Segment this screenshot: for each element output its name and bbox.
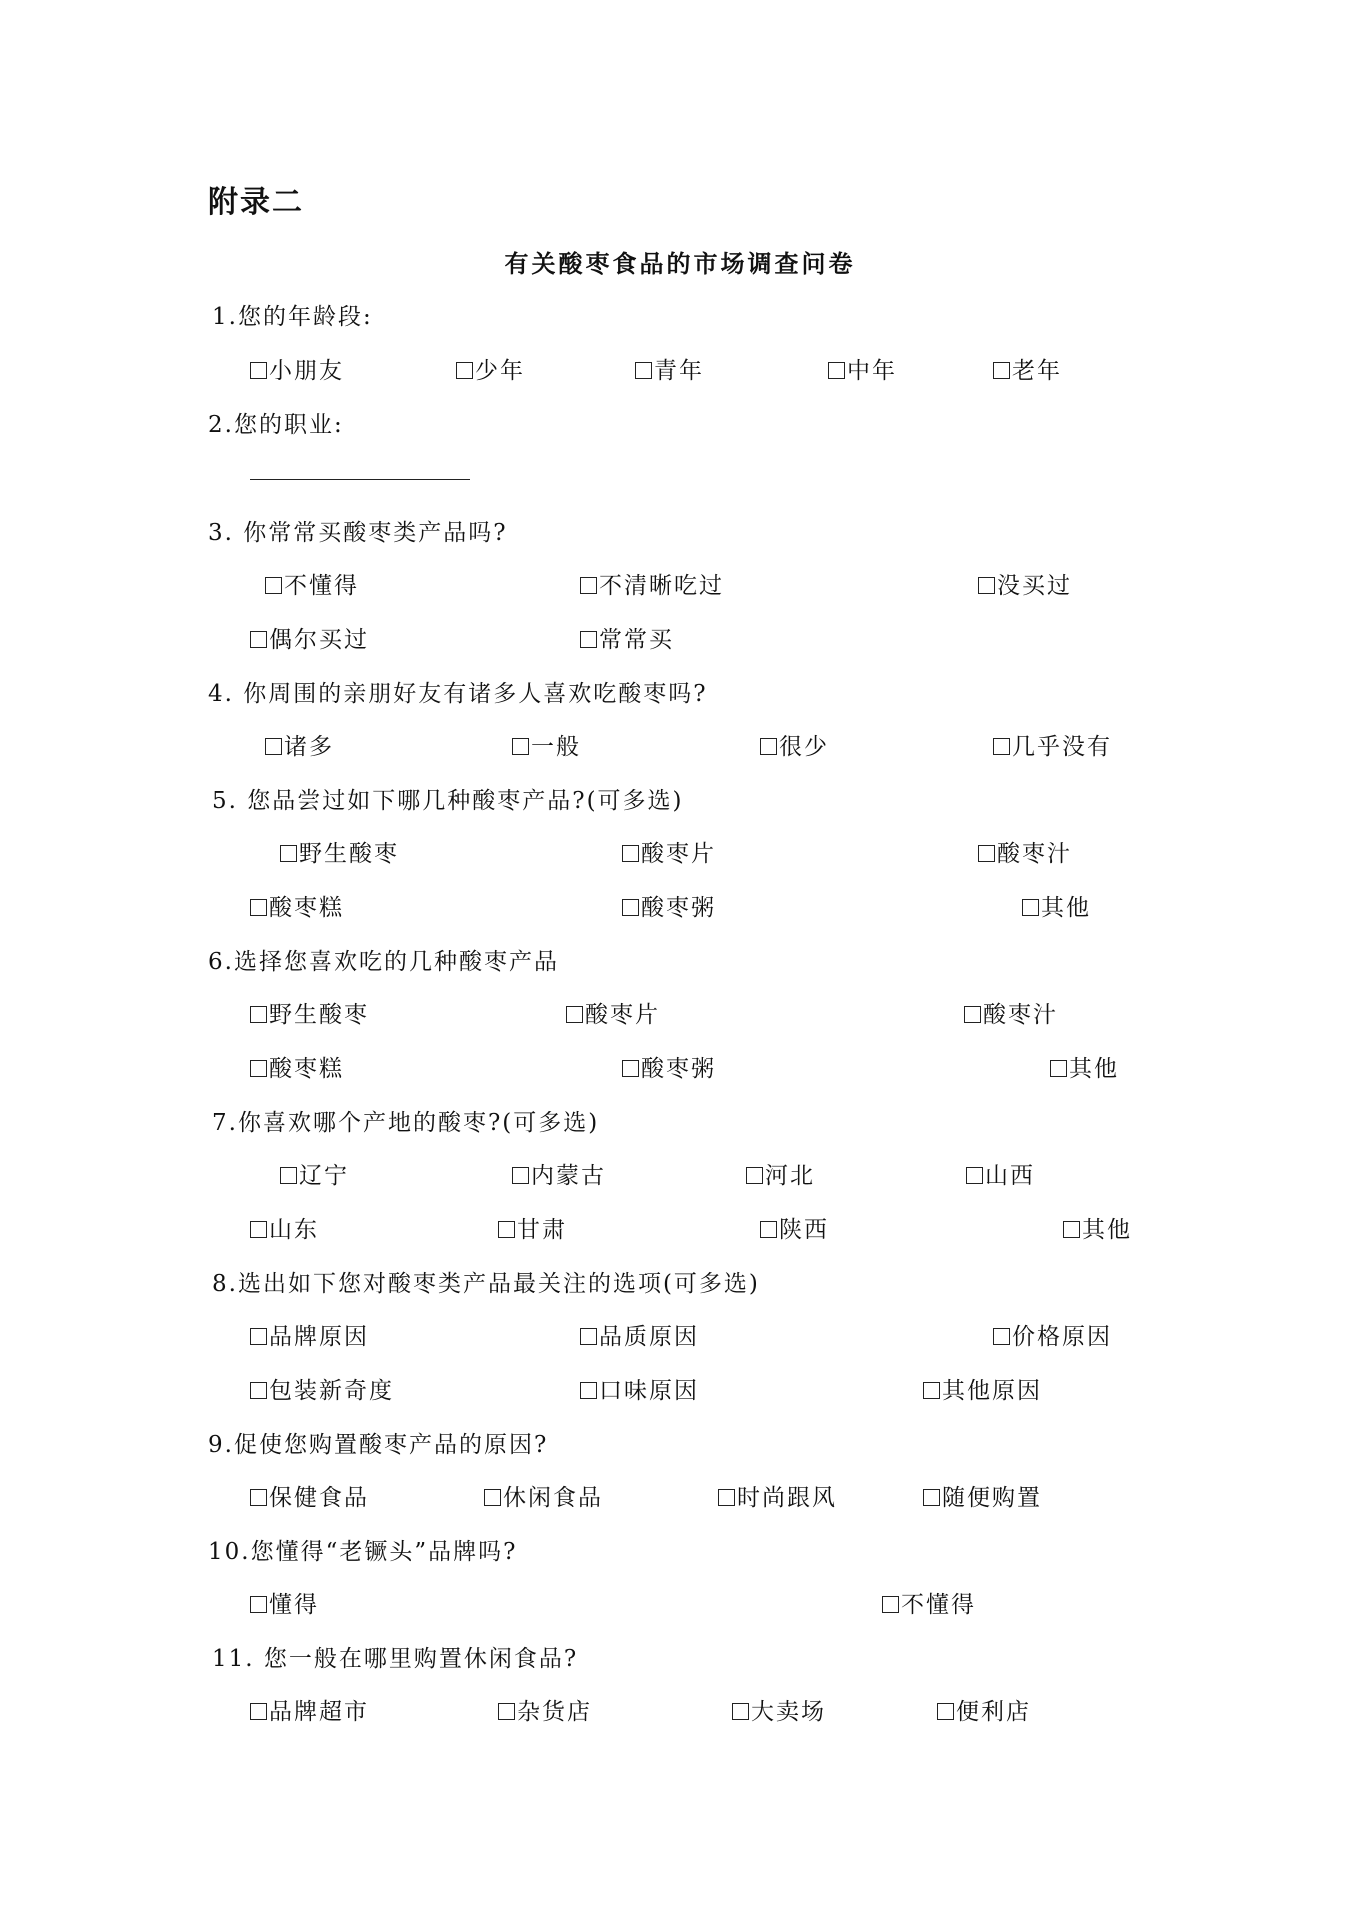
checkbox[interactable] [484,1489,501,1506]
checkbox[interactable] [250,1703,267,1720]
option-q7-2[interactable]: 内蒙古 [512,1165,606,1188]
question-10: 10.您懂得“老镢头”品牌吗? [208,1539,518,1565]
checkbox[interactable] [250,1382,267,1399]
checkbox[interactable] [265,577,282,594]
checkbox[interactable] [250,362,267,379]
option-q5-1[interactable]: 野生酸枣 [280,843,399,866]
checkbox[interactable] [265,738,282,755]
checkbox[interactable] [923,1382,940,1399]
checkbox[interactable] [964,1006,981,1023]
checkbox[interactable] [580,577,597,594]
question-11: 11. 您一般在哪里购置休闲食品? [212,1646,579,1672]
option-q5-4[interactable]: 酸枣糕 [250,897,344,920]
option-q5-5[interactable]: 酸枣粥 [622,897,716,920]
checkbox[interactable] [250,1489,267,1506]
checkbox[interactable] [512,1167,529,1184]
checkbox[interactable] [456,362,473,379]
option-q8-1[interactable]: 品牌原因 [250,1326,369,1349]
option-age-youth[interactable]: 青年 [635,360,704,383]
option-q4-2[interactable]: 一般 [512,736,581,759]
question-3: 3. 你常常买酸枣类产品吗? [208,520,508,546]
question-1: 1.您的年龄段: [212,304,373,330]
option-q3-1[interactable]: 不懂得 [265,575,359,598]
option-age-child[interactable]: 小朋友 [250,360,344,383]
checkbox[interactable] [1022,899,1039,916]
checkbox[interactable] [828,362,845,379]
checkbox[interactable] [622,899,639,916]
checkbox[interactable] [746,1167,763,1184]
option-q5-6[interactable]: 其他 [1022,897,1091,920]
checkbox[interactable] [498,1221,515,1238]
checkbox[interactable] [512,738,529,755]
option-q8-5[interactable]: 口味原因 [580,1380,699,1403]
checkbox[interactable] [760,738,777,755]
checkbox[interactable] [580,1382,597,1399]
option-q3-2[interactable]: 不清晰吃过 [580,575,724,598]
option-q7-7[interactable]: 陕西 [760,1219,829,1242]
option-age-senior[interactable]: 老年 [993,360,1062,383]
option-q9-3[interactable]: 时尚跟风 [718,1487,837,1510]
option-q6-4[interactable]: 酸枣糕 [250,1058,344,1081]
option-q3-3[interactable]: 没买过 [978,575,1072,598]
option-q11-3[interactable]: 大卖场 [732,1701,826,1724]
option-q8-6[interactable]: 其他原因 [923,1380,1042,1403]
option-q7-5[interactable]: 山东 [250,1219,319,1242]
checkbox[interactable] [635,362,652,379]
checkbox[interactable] [622,1060,639,1077]
option-q6-2[interactable]: 酸枣片 [566,1004,660,1027]
option-q11-1[interactable]: 品牌超市 [250,1701,369,1724]
survey-title: 有关酸枣食品的市场调查问卷 [504,249,856,278]
option-q10-1[interactable]: 懂得 [250,1594,319,1617]
checkbox[interactable] [280,845,297,862]
option-q3-4[interactable]: 偶尔买过 [250,629,369,652]
checkbox[interactable] [250,1596,267,1613]
checkbox[interactable] [923,1489,940,1506]
checkbox[interactable] [498,1703,515,1720]
checkbox[interactable] [250,631,267,648]
option-q8-3[interactable]: 价格原因 [993,1326,1112,1349]
checkbox[interactable] [882,1596,899,1613]
option-q6-1[interactable]: 野生酸枣 [250,1004,369,1027]
option-q7-4[interactable]: 山西 [966,1165,1035,1188]
checkbox[interactable] [250,899,267,916]
option-q4-4[interactable]: 几乎没有 [993,736,1112,759]
option-q6-6[interactable]: 其他 [1050,1058,1119,1081]
appendix-heading: 附录二 [208,185,304,220]
checkbox[interactable] [580,1328,597,1345]
option-age-middle[interactable]: 中年 [828,360,897,383]
checkbox[interactable] [250,1221,267,1238]
option-q7-1[interactable]: 辽宁 [280,1165,349,1188]
checkbox[interactable] [280,1167,297,1184]
option-q8-4[interactable]: 包装新奇度 [250,1380,394,1403]
option-q5-3[interactable]: 酸枣汁 [978,843,1072,866]
option-q5-2[interactable]: 酸枣片 [622,843,716,866]
option-q9-1[interactable]: 保健食品 [250,1487,369,1510]
occupation-blank[interactable] [250,479,470,480]
checkbox[interactable] [993,1328,1010,1345]
option-q4-3[interactable]: 很少 [760,736,829,759]
checkbox[interactable] [250,1328,267,1345]
question-6: 6.选择您喜欢吃的几种酸枣产品 [208,949,559,975]
checkbox[interactable] [732,1703,749,1720]
option-q11-2[interactable]: 杂货店 [498,1701,592,1724]
checkbox[interactable] [622,845,639,862]
checkbox[interactable] [978,845,995,862]
option-q7-8[interactable]: 其他 [1063,1219,1132,1242]
checkbox[interactable] [1050,1060,1067,1077]
option-q4-1[interactable]: 诸多 [265,736,334,759]
checkbox[interactable] [566,1006,583,1023]
question-2: 2.您的职业: [208,412,344,438]
checkbox[interactable] [580,631,597,648]
option-q9-2[interactable]: 休闲食品 [484,1487,603,1510]
checkbox[interactable] [250,1060,267,1077]
option-q8-2[interactable]: 品质原因 [580,1326,699,1349]
checkbox[interactable] [760,1221,777,1238]
question-7: 7.你喜欢哪个产地的酸枣?(可多选) [212,1110,600,1136]
checkbox[interactable] [993,362,1010,379]
checkbox[interactable] [718,1489,735,1506]
option-q6-3[interactable]: 酸枣汁 [964,1004,1058,1027]
question-4: 4. 你周围的亲朋好友有诸多人喜欢吃酸枣吗? [208,681,708,707]
option-q3-5[interactable]: 常常买 [580,629,674,652]
checkbox[interactable] [978,577,995,594]
option-q9-4[interactable]: 随便购置 [923,1487,1042,1510]
checkbox[interactable] [993,738,1010,755]
option-q7-6[interactable]: 甘肃 [498,1219,567,1242]
checkbox[interactable] [1063,1221,1080,1238]
option-q7-3[interactable]: 河北 [746,1165,815,1188]
option-q10-2[interactable]: 不懂得 [882,1594,976,1617]
question-9: 9.促使您购置酸枣产品的原因? [208,1432,549,1458]
question-5: 5. 您品尝过如下哪几种酸枣产品?(可多选) [212,788,684,814]
checkbox[interactable] [937,1703,954,1720]
option-q6-5[interactable]: 酸枣粥 [622,1058,716,1081]
option-age-teen[interactable]: 少年 [456,360,525,383]
question-8: 8.选出如下您对酸枣类产品最关注的选项(可多选) [212,1271,760,1297]
checkbox[interactable] [250,1006,267,1023]
checkbox[interactable] [966,1167,983,1184]
option-q11-4[interactable]: 便利店 [937,1701,1031,1724]
